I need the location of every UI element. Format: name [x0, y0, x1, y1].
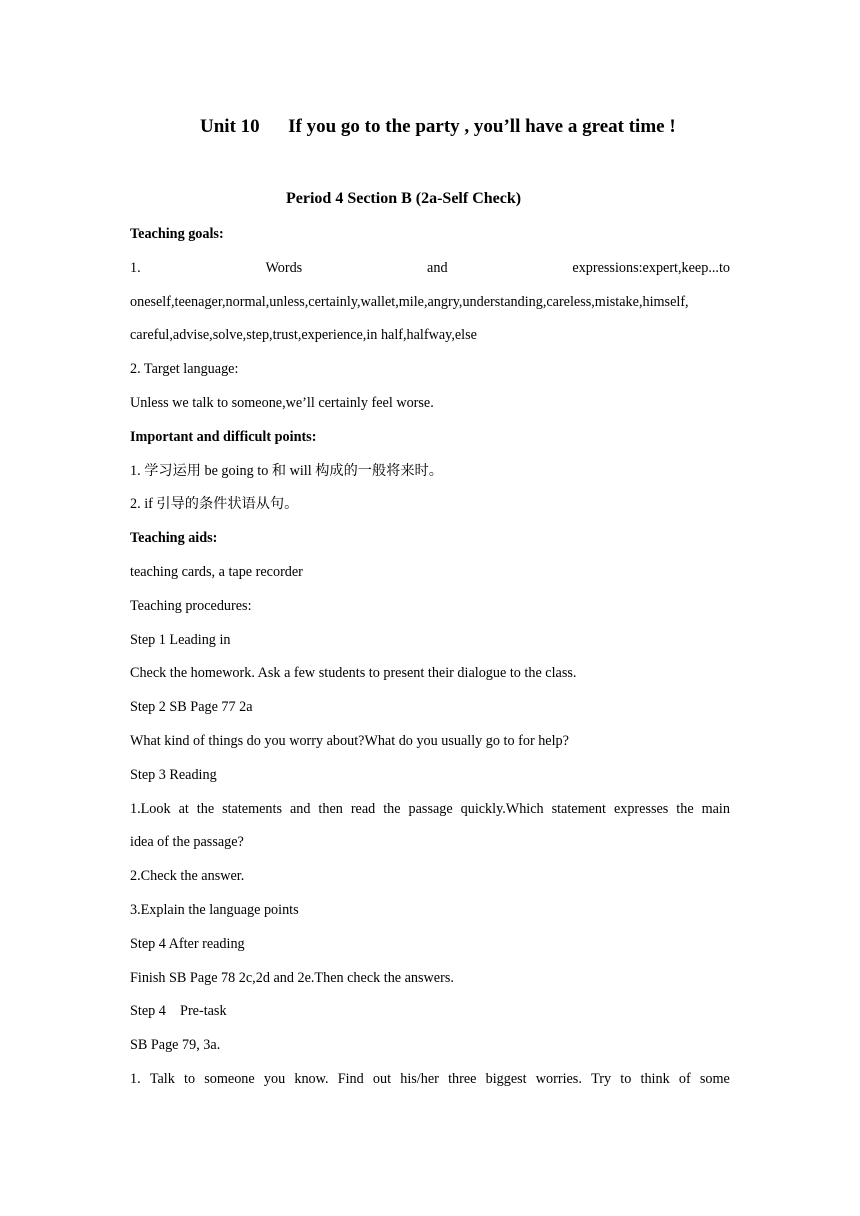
step3-word: expresses: [613, 800, 669, 817]
target-sentence: Unless we talk to someone,we’ll certainly feel worse.: [130, 394, 434, 411]
step3-item1-line2: idea of the passage?: [130, 834, 244, 851]
teaching-aids-text: teaching cards, a tape recorder: [130, 563, 303, 580]
important-points-heading: Important and difficult points:: [130, 428, 317, 445]
goal1-word: expressions:expert,keep...to: [572, 259, 730, 276]
step3-word: and: [289, 800, 311, 817]
step4b-heading: Step 4 Pre-task: [130, 1003, 227, 1020]
step3-word: the: [676, 800, 694, 817]
goal1-word: Words: [265, 259, 303, 276]
goal1-word: and: [427, 259, 448, 276]
step3-item1-line1: [130, 799, 730, 833]
step3-word: the: [196, 800, 215, 817]
document-body: [130, 224, 730, 1103]
task1-word: think: [640, 1070, 670, 1087]
step3-heading: Step 3 Reading: [130, 766, 217, 783]
goal1-word: 1.: [130, 259, 141, 276]
task1-word: you: [263, 1070, 286, 1087]
step3-word: quickly.Which: [460, 800, 544, 817]
task1-word: Find: [337, 1070, 364, 1087]
teaching-procedures-heading: Teaching procedures:: [130, 597, 252, 614]
step3-word: read: [350, 800, 376, 817]
step3-word: statement: [551, 800, 606, 817]
point1: 1. 学习运用 be going to 和 will 构成的一般将来时。: [130, 462, 443, 479]
step3-word: main: [701, 800, 730, 817]
goal2: 2. Target language:: [130, 361, 239, 378]
task1-word: someone: [204, 1070, 255, 1087]
task1-word: to: [184, 1070, 196, 1087]
point2: 2. if 引导的条件状语从句。: [130, 496, 299, 513]
task1-word: his/her: [400, 1070, 439, 1087]
task1-line1: [130, 1069, 730, 1103]
document-title: Unit 10 If you go to the party , you’ll have a great time !: [200, 116, 676, 137]
task1-word: 1.: [130, 1070, 141, 1087]
task1-word: of: [678, 1070, 691, 1087]
step3-word: the: [383, 800, 401, 817]
step1-heading: Step 1 Leading in: [130, 631, 231, 648]
step4-text: Finish SB Page 78 2c,2d and 2e.Then check the answers.: [130, 969, 454, 986]
step3-word: at: [178, 800, 189, 817]
step3-word: statements: [222, 800, 282, 817]
task1-word: worries.: [535, 1070, 582, 1087]
step1-text: Check the homework. Ask a few students to present their dialogue to the class.: [130, 665, 577, 682]
task1-word: know.: [294, 1070, 329, 1087]
step3-word: 1.Look: [130, 800, 171, 817]
step4-heading: Step 4 After reading: [130, 935, 245, 952]
step3-item3: 3.Explain the language points: [130, 901, 299, 918]
goal1-line1: [130, 258, 730, 292]
step3-word: passage: [408, 800, 453, 817]
document-subtitle: Period 4 Section B (2a-Self Check): [286, 190, 522, 207]
task1-word: some: [699, 1070, 730, 1087]
task1-word: biggest: [485, 1070, 527, 1087]
task1-word: Talk: [149, 1070, 175, 1087]
task1-word: out: [372, 1070, 392, 1087]
task1-word: Try: [591, 1070, 612, 1087]
task1-word: to: [620, 1070, 632, 1087]
step2-heading: Step 2 SB Page 77 2a: [130, 699, 253, 716]
goal1-line3: careful,advise,solve,step,trust,experience,in half,halfway,else: [130, 327, 477, 344]
step3-item2: 2.Check the answer.: [130, 868, 245, 885]
task1-word: three: [448, 1070, 477, 1087]
teaching-aids-heading: Teaching aids:: [130, 530, 218, 547]
step4b-text: SB Page 79, 3a.: [130, 1037, 221, 1054]
step2-text: What kind of things do you worry about?What do you usually go to for help?: [130, 732, 569, 749]
teaching-goals-heading: Teaching goals:: [130, 226, 224, 242]
step3-word: then: [318, 800, 343, 817]
goal1-line2: oneself,teenager,normal,unless,certainly,wallet,mile,angry,understanding,careless,mistake,himself,: [130, 293, 689, 310]
